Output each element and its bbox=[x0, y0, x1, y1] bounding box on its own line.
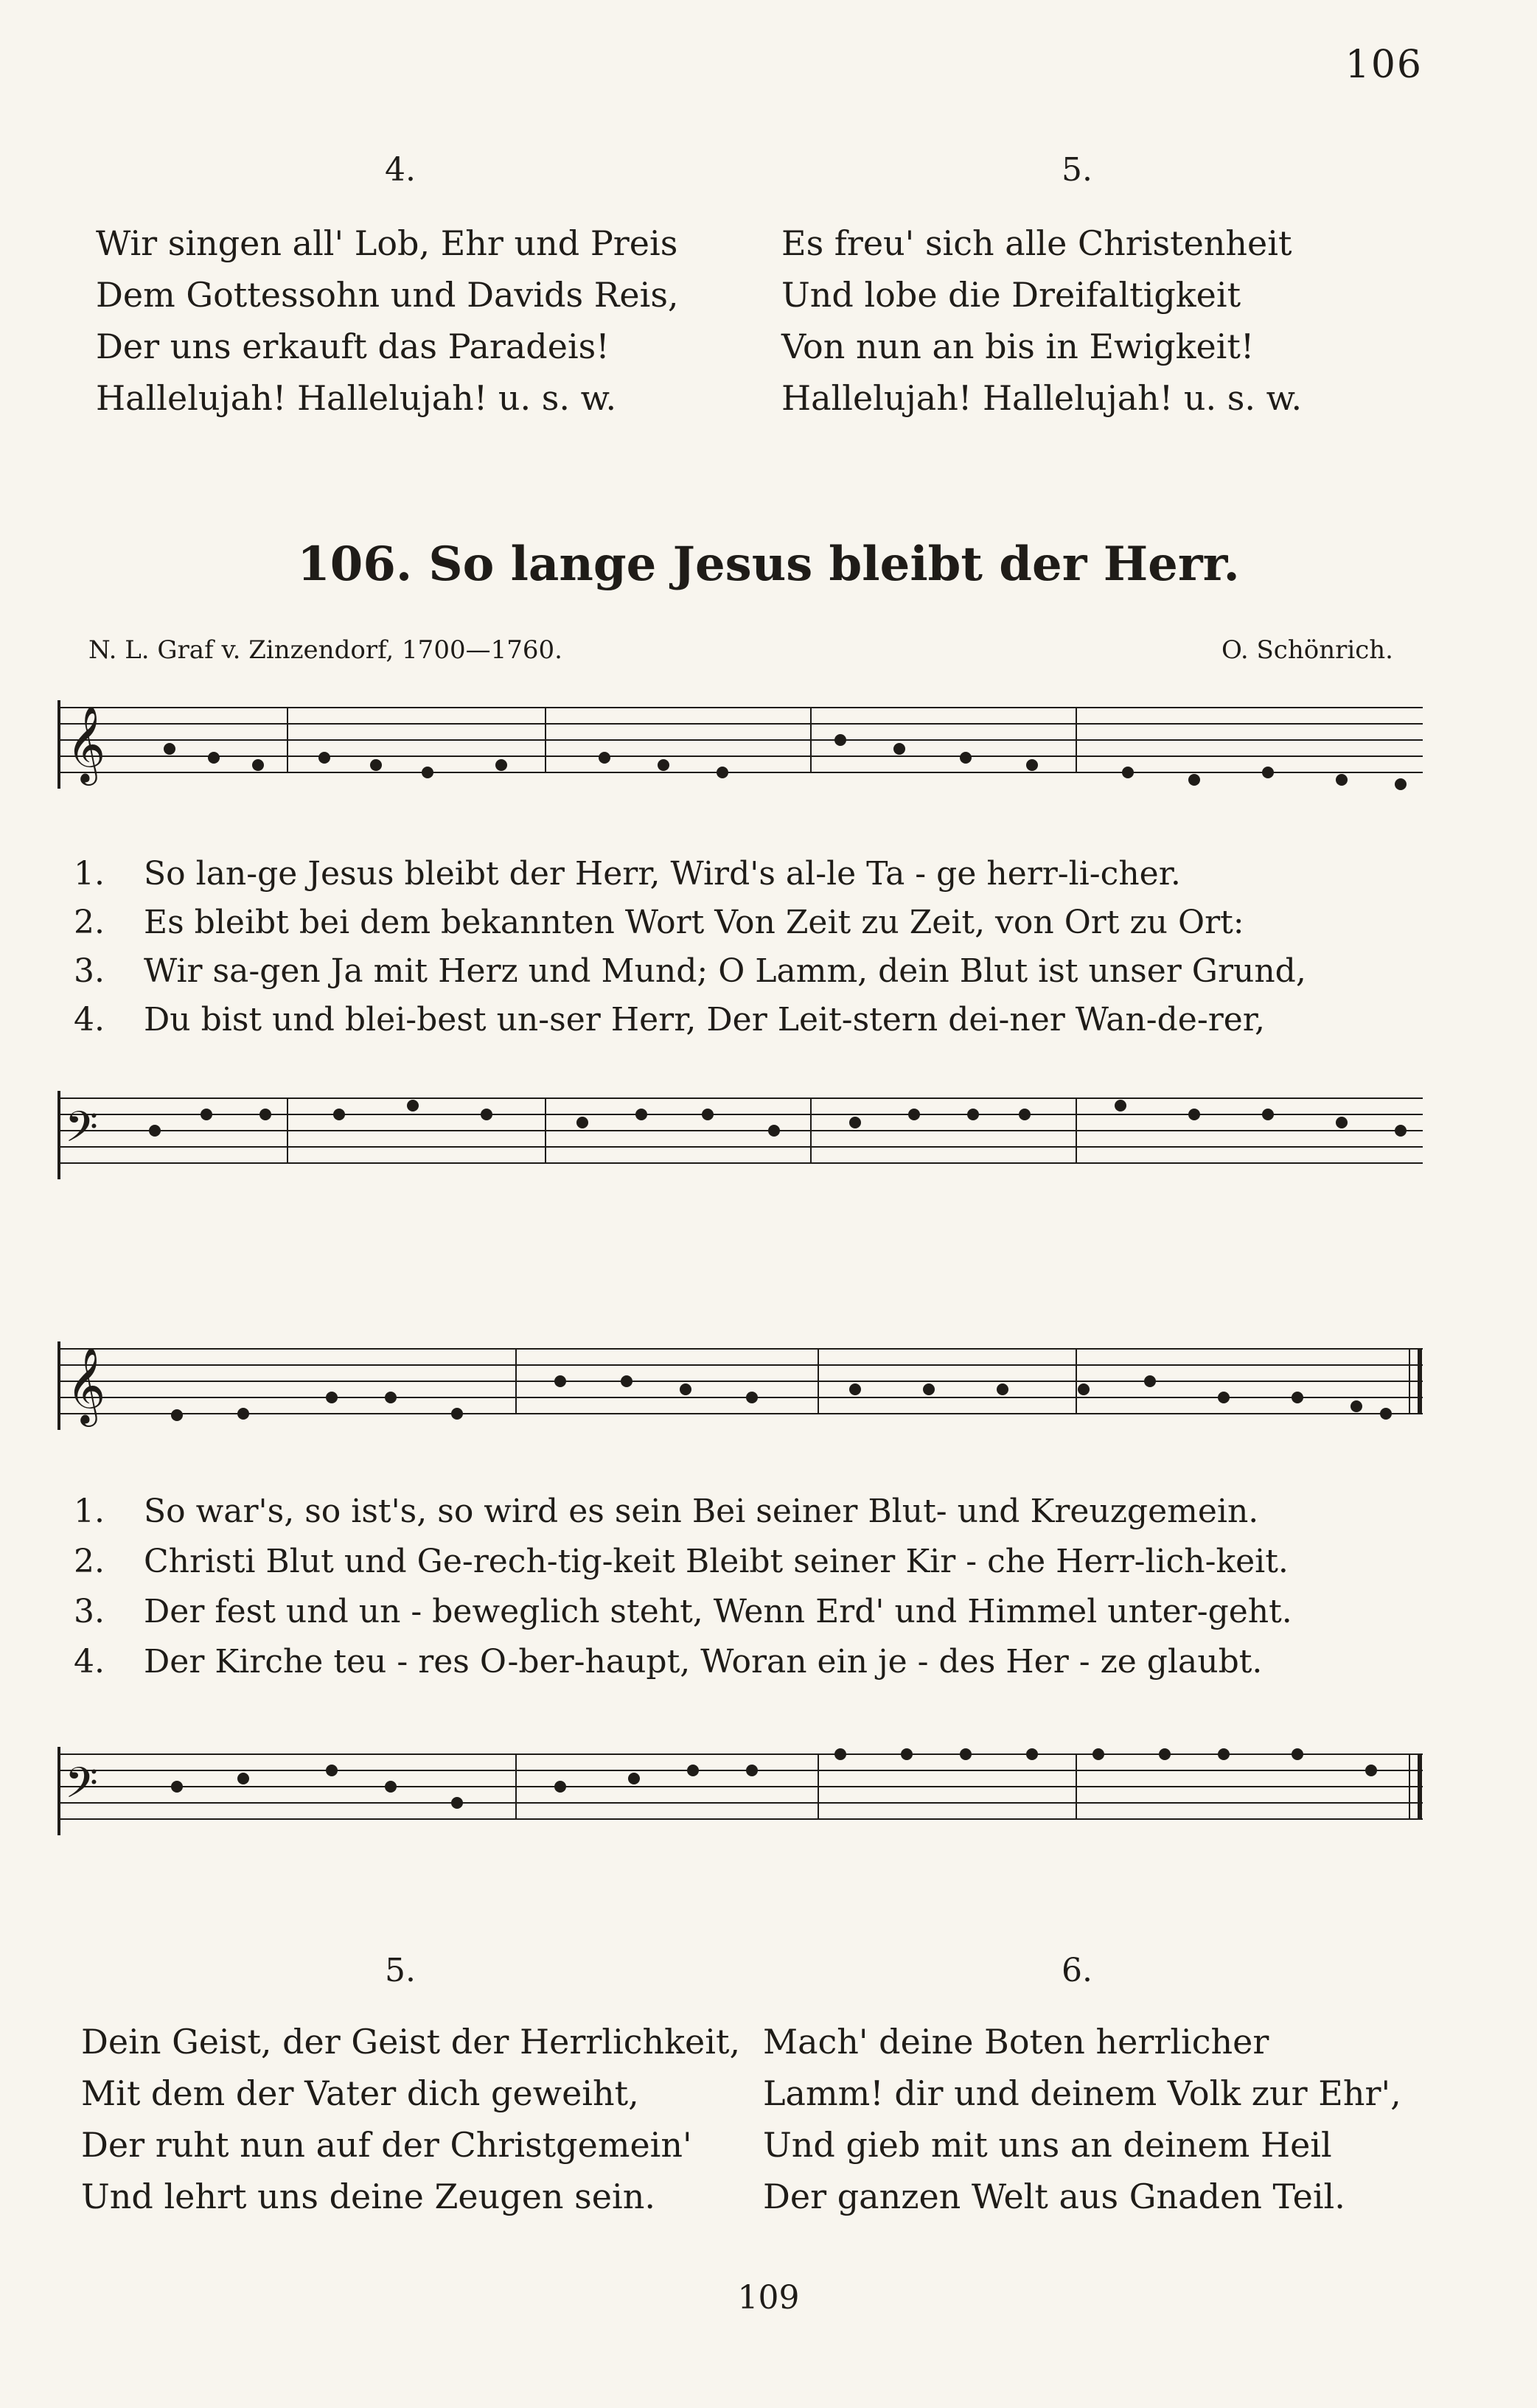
verse-6 bbox=[763, 2016, 1401, 2222]
hymn-author: N. L. Graf v. Zinzendorf, 1700—1760. bbox=[88, 635, 562, 665]
hymn-composer: O. Schönrich. bbox=[1221, 635, 1393, 665]
lyric-text: So war's, so ist's, so wird es sein Bei seiner Blut- und Kreuzgemein. bbox=[144, 1493, 1259, 1530]
lyric-line bbox=[74, 1001, 1265, 1039]
lyric-line bbox=[74, 1643, 1262, 1681]
verse-number: 6. bbox=[1062, 1952, 1092, 1989]
verse-number: 4. bbox=[385, 151, 416, 189]
verse-line: Wir singen all' Lob, Ehr und Preis bbox=[96, 223, 678, 263]
lyric-line bbox=[74, 855, 1181, 893]
hymn-title: 106. So lange Jesus bleibt der Herr. bbox=[297, 537, 1240, 592]
verse-number: 4. bbox=[74, 1643, 105, 1681]
verse-number: 3. bbox=[74, 952, 105, 990]
verse-line: Lamm! dir und deinem Volk zur Ehr', bbox=[763, 2073, 1401, 2113]
lyric-text: Der fest und un - beweglich steht, Wenn Erd' und Himmel unter-geht. bbox=[144, 1593, 1292, 1630]
music-staff-treble bbox=[44, 1319, 1430, 1445]
verse-number: 1. bbox=[74, 855, 105, 893]
previous-verse-4 bbox=[96, 217, 679, 424]
verse-line: Und lobe die Dreifaltigkeit bbox=[781, 275, 1241, 315]
verse-line: Hallelujah! Hallelujah! u. s. w. bbox=[781, 378, 1303, 418]
verse-5 bbox=[81, 2016, 740, 2222]
lyric-line bbox=[74, 952, 1306, 990]
music-staff-treble bbox=[44, 693, 1430, 811]
verse-line: Und gieb mit uns an deinem Heil bbox=[763, 2125, 1332, 2165]
hymn-number-top: 106 bbox=[1345, 43, 1423, 87]
lyric-text: Wir sa-gen Ja mit Herz und Mund; O Lamm, dein Blut ist unser Grund, bbox=[144, 952, 1306, 990]
verse-number: 3. bbox=[74, 1593, 105, 1630]
page-number: 109 bbox=[737, 2279, 800, 2317]
verse-number: 2. bbox=[74, 1543, 105, 1580]
verse-line: Dem Gottessohn und Davids Reis, bbox=[96, 275, 679, 315]
verse-line: Dein Geist, der Geist der Herrlichkeit, bbox=[81, 2022, 741, 2062]
music-staff-bass bbox=[44, 1717, 1430, 1857]
verse-line: Von nun an bis in Ewigkeit! bbox=[781, 327, 1255, 366]
verse-number: 1. bbox=[74, 1493, 105, 1530]
svg-text:𝄞: 𝄞 bbox=[66, 705, 106, 783]
lyric-line bbox=[74, 904, 1244, 941]
verse-line: Hallelujah! Hallelujah! u. s. w. bbox=[96, 378, 617, 418]
lyric-line bbox=[74, 1493, 1258, 1530]
verse-line: Mach' deine Boten herrlicher bbox=[763, 2022, 1269, 2062]
lyric-text: Der Kirche teu - res O-ber-haupt, Woran ein je - des Her - ze glaubt. bbox=[144, 1643, 1263, 1681]
lyric-line bbox=[74, 1543, 1289, 1580]
verse-line: Und lehrt uns deine Zeugen sein. bbox=[81, 2177, 655, 2216]
verse-number: 4. bbox=[74, 1001, 105, 1039]
lyric-text: Es bleibt bei dem bekannten Wort Von Zeit zu Zeit, von Ort zu Ort: bbox=[144, 904, 1244, 941]
verse-number: 5. bbox=[385, 1952, 416, 1989]
lyric-text: Du bist und blei-best un-ser Herr, Der Leit-stern dei-ner Wan-de-rer, bbox=[144, 1001, 1265, 1039]
verse-line: Es freu' sich alle Christenheit bbox=[781, 223, 1292, 263]
verse-line: Der ruht nun auf der Christgemein' bbox=[81, 2125, 692, 2165]
svg-text:𝄢: 𝄢 bbox=[65, 1102, 99, 1162]
lyric-text: Christi Blut und Ge-rech-tig-keit Bleibt seiner Kir - che Herr-lich-keit. bbox=[144, 1543, 1289, 1580]
lyric-text: So lan-ge Jesus bleibt der Herr, Wird's al-le Ta - ge herr-li-cher. bbox=[144, 855, 1181, 893]
verse-line: Der ganzen Welt aus Gnaden Teil. bbox=[763, 2177, 1345, 2216]
verse-line: Der uns erkauft das Paradeis! bbox=[96, 327, 610, 366]
verse-line: Mit dem der Vater dich geweiht, bbox=[81, 2073, 639, 2113]
lyric-line bbox=[74, 1593, 1292, 1630]
svg-text:𝄢: 𝄢 bbox=[65, 1758, 99, 1818]
verse-number: 2. bbox=[74, 904, 105, 941]
verse-number: 5. bbox=[1062, 151, 1092, 189]
previous-verse-5 bbox=[781, 217, 1302, 424]
svg-text:𝄞: 𝄞 bbox=[66, 1347, 106, 1424]
music-staff-bass bbox=[44, 1069, 1430, 1201]
